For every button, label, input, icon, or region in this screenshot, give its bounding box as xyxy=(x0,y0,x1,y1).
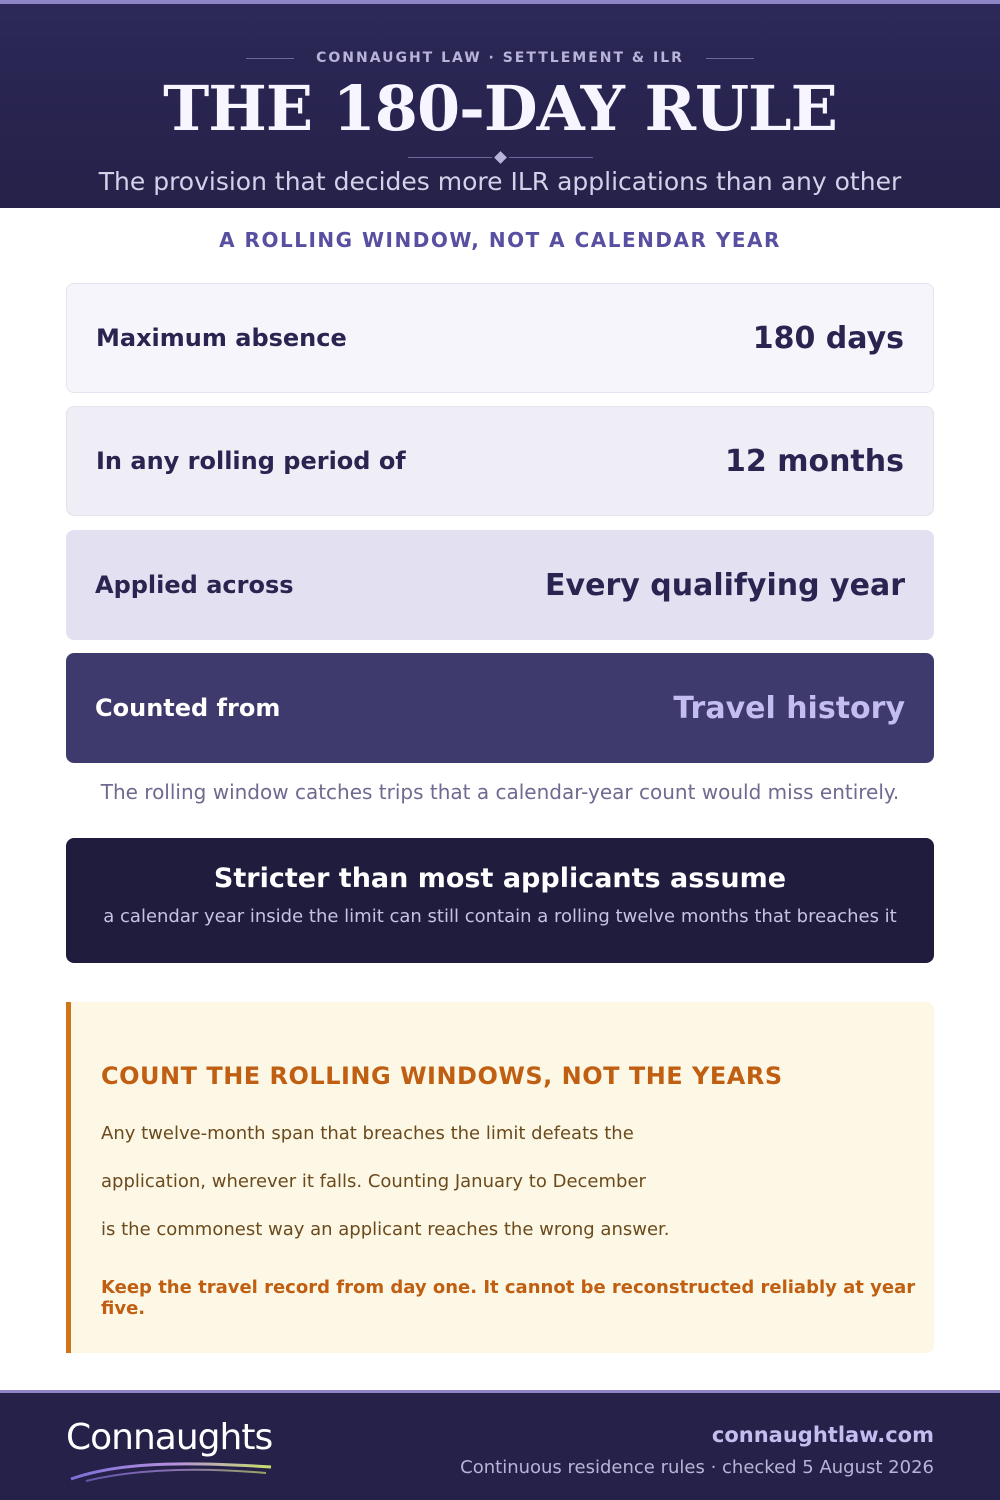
callout-text: a calendar year inside the limit can still contain a rolling twelve months that breaches it xyxy=(103,906,897,927)
rule-row-counted-from xyxy=(66,653,934,763)
section-heading: A ROLLING WINDOW, NOT A CALENDAR YEAR xyxy=(219,228,781,252)
rule-row-value: 12 months xyxy=(725,443,904,479)
divider-rule-right xyxy=(509,157,593,158)
rule-row-label: Applied across xyxy=(95,571,294,599)
brand-logo xyxy=(66,1417,286,1477)
title-divider xyxy=(0,153,1000,162)
rule-row-value: 180 days xyxy=(752,320,904,356)
kicker: CONNAUGHT LAW · SETTLEMENT & ILR xyxy=(316,50,684,66)
note-line: Any twelve-month span that breaches the limit defeats the xyxy=(101,1123,634,1144)
rule-row-rolling-period xyxy=(66,406,934,516)
footer xyxy=(0,1390,1000,1500)
logo-swoosh-icon xyxy=(66,1459,276,1483)
divider-rule-left xyxy=(408,157,492,158)
caption: The rolling window catches trips that a calendar-year count would miss entirely. xyxy=(100,780,900,804)
rule-row-label: In any rolling period of xyxy=(96,447,406,475)
footer-url-link[interactable]: connaughtlaw.com xyxy=(711,1423,934,1447)
note-line: is the commonest way an applicant reaches the wrong answer. xyxy=(101,1219,670,1240)
rule-row-applied-across xyxy=(66,530,934,640)
warning-callout xyxy=(66,838,934,963)
kicker-row xyxy=(0,50,1000,66)
kicker-rule-left xyxy=(246,58,294,59)
rule-row-value: Travel history xyxy=(673,690,905,726)
note-emphasis: Keep the travel record from day one. It cannot be reconstructed reliably at year five. xyxy=(101,1277,916,1319)
rule-row-max-absence xyxy=(66,283,934,393)
rule-row-value: Every qualifying year xyxy=(545,567,905,603)
footer-meta: Continuous residence rules · checked 5 August 2026 xyxy=(460,1457,934,1478)
rule-row-label: Counted from xyxy=(95,694,281,722)
note-title: COUNT THE ROLLING WINDOWS, NOT THE YEARS xyxy=(101,1062,783,1090)
advice-note xyxy=(66,1002,934,1353)
rule-row-label: Maximum absence xyxy=(96,324,347,352)
page-subtitle: The provision that decides more ILR applications than any other xyxy=(98,167,902,196)
header xyxy=(0,0,1000,208)
callout-title: Stricter than most applicants assume xyxy=(213,863,787,894)
brand-logo-text: Connaughts xyxy=(66,1417,273,1458)
page-title: THE 180-DAY RULE xyxy=(163,72,837,145)
note-line: application, wherever it falls. Counting January to December xyxy=(101,1171,646,1192)
diamond-icon xyxy=(494,151,507,164)
kicker-rule-right xyxy=(706,58,754,59)
